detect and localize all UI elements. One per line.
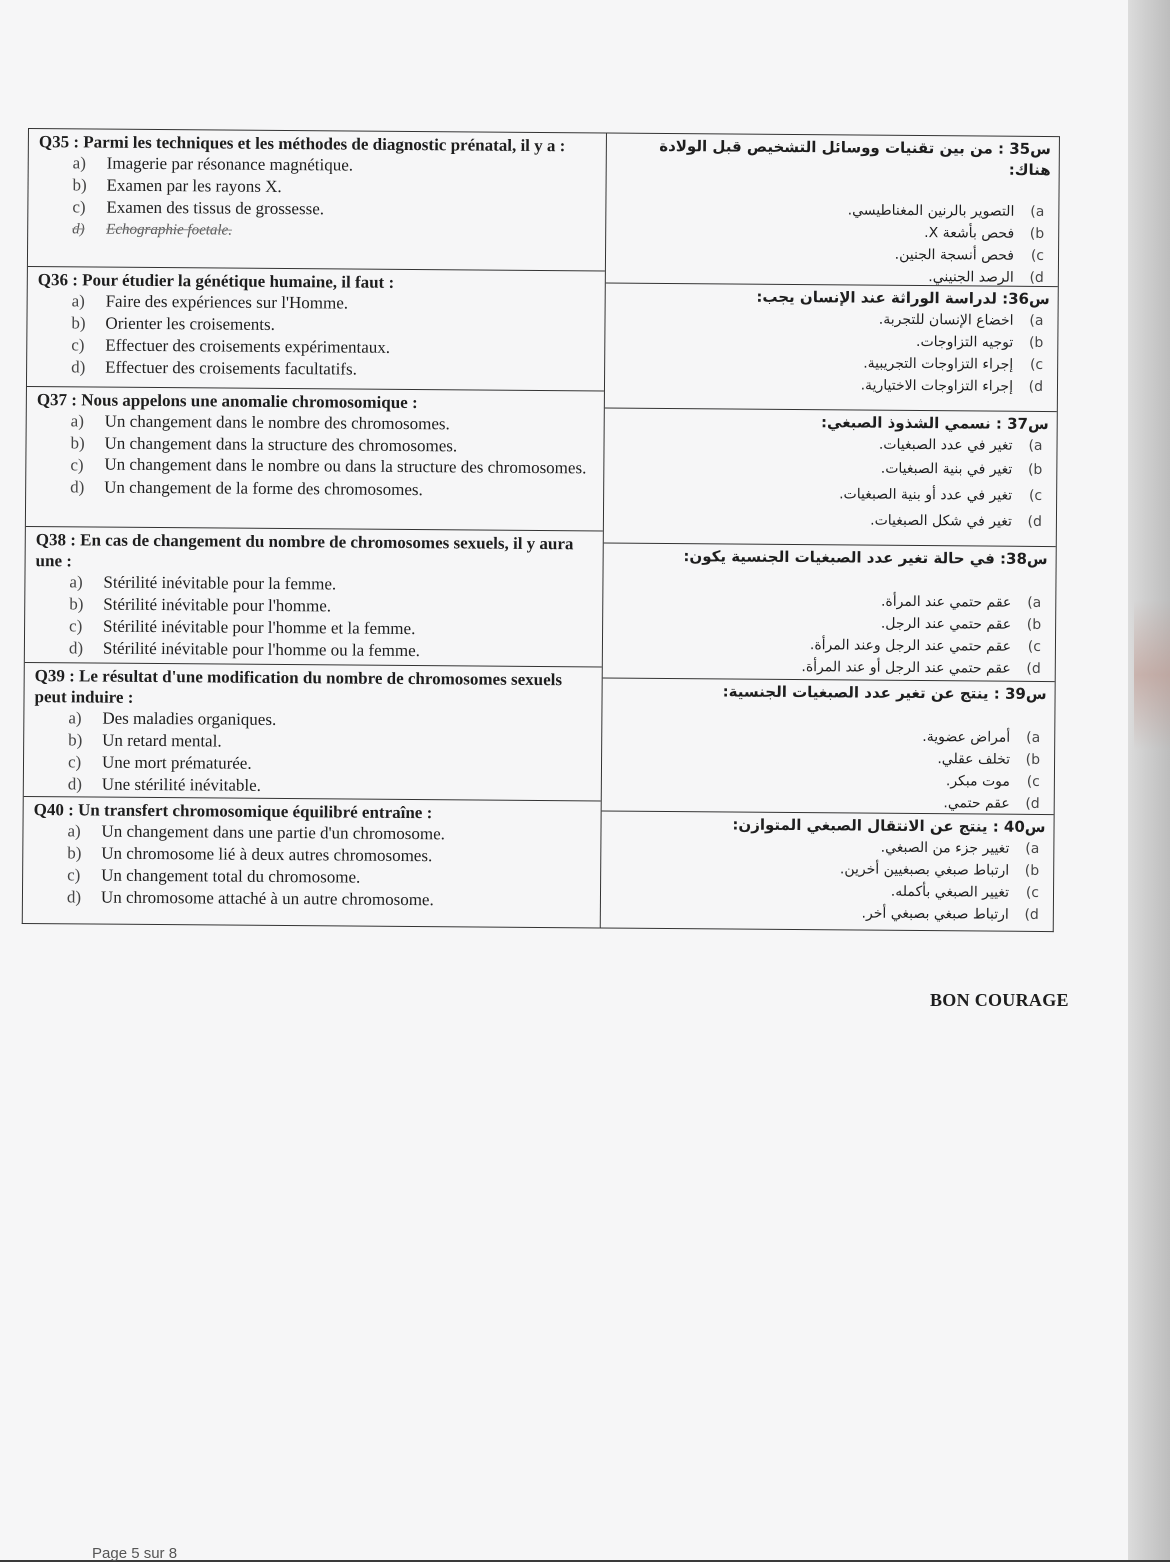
option-text: Un changement dans le nombre ou dans la structure des chromosomes. bbox=[104, 454, 587, 478]
option-letter: b) bbox=[71, 313, 86, 333]
option-text: Un changement dans la structure des chromosomes. bbox=[104, 433, 458, 456]
option-letter: c) bbox=[69, 616, 83, 636]
option-letter: d) bbox=[71, 357, 86, 377]
option-d bbox=[615, 373, 1049, 398]
option-text: الرصد الجنيني. bbox=[928, 269, 1014, 286]
option-letter: a) bbox=[70, 411, 84, 431]
option-d bbox=[614, 506, 1048, 535]
question-stem: س40 : ينتج عن الانتقال الصبغي المتوازن: bbox=[732, 815, 1046, 837]
option-letter: d) bbox=[66, 887, 82, 907]
question-stem: س35 : من بين تقنيات ووسائل التشخيص قبل الولادة هناك: bbox=[659, 136, 1051, 180]
option-text: Orienter les croisements. bbox=[105, 313, 276, 334]
question-q35-fr bbox=[28, 128, 606, 271]
french-column bbox=[22, 128, 606, 929]
option-letter: b) bbox=[1024, 862, 1040, 879]
option-text: Stérilité inévitable pour l'homme ou la femme. bbox=[102, 638, 420, 661]
option-text: عقم حتمي عند الرجل أو عند المرأة. bbox=[801, 659, 1011, 677]
question-stem: Q39 : Le résultat d'une modification du nombre de chromosomes sexuels peut induire : bbox=[34, 666, 563, 707]
option-letter: c) bbox=[70, 455, 84, 475]
option-letter: b) bbox=[68, 730, 83, 750]
option-letter: c) bbox=[67, 865, 81, 885]
question-stem: س38: في حالة تغير عدد الصبغيات الجنسية يكون: bbox=[683, 547, 1048, 569]
question-q40-ar bbox=[601, 811, 1054, 933]
option-d bbox=[37, 356, 596, 382]
option-letter: d) bbox=[67, 774, 83, 794]
question-q37-fr bbox=[26, 386, 604, 531]
option-letter: a) bbox=[67, 821, 81, 841]
option-text-handwritten: Echographie foetale. bbox=[106, 221, 233, 239]
question-stem: س37 : نسمي الشذوذ الصبغي: bbox=[821, 413, 1049, 434]
question-q36-ar bbox=[605, 283, 1058, 412]
option-letter: b) bbox=[72, 175, 87, 195]
option-text: اخضاع الإنسان للتجربة. bbox=[878, 311, 1014, 329]
option-text: Un changement dans une partie d'un chromosome. bbox=[101, 821, 445, 844]
option-letter: c) bbox=[1029, 356, 1044, 373]
option-text: Un retard mental. bbox=[102, 730, 222, 751]
option-letter: c) bbox=[67, 752, 82, 772]
option-text: Une mort prématurée. bbox=[101, 752, 252, 773]
question-q38-fr bbox=[25, 526, 603, 667]
option-text: Examen par les rayons X. bbox=[106, 175, 282, 196]
option-letter: a) bbox=[72, 153, 87, 173]
question-stem: س36: لدراسة الوراثة عند الإنسان يجب: bbox=[756, 287, 1050, 309]
question-stem: Q36 : Pour étudier la génétique humaine, il faut : bbox=[37, 270, 395, 292]
option-text: فحص أنسجة الجنين. bbox=[894, 246, 1015, 264]
option-text: Un chromosome attaché à un autre chromosome. bbox=[100, 887, 434, 910]
option-b bbox=[614, 454, 1048, 483]
question-stem: Q40 : Un transfert chromosomique équilibré entraîne : bbox=[33, 800, 433, 823]
option-text: Effectuer des croisements facultatifs. bbox=[105, 357, 357, 379]
option-text: إجراء التزاوجات التجريبية. bbox=[863, 355, 1014, 373]
option-letter: b) bbox=[1027, 461, 1043, 478]
question-stem: س39 : ينتج عن تغير عدد الصبغيات الجنسية: bbox=[722, 682, 1047, 704]
page-number: Page 5 sur 8 bbox=[92, 1545, 178, 1562]
option-letter: d) bbox=[1028, 378, 1044, 395]
option-letter: d) bbox=[1026, 660, 1041, 677]
option-text: Stérilité inévitable pour la femme. bbox=[103, 572, 337, 594]
option-letter: b) bbox=[67, 843, 82, 863]
option-letter: b) bbox=[70, 433, 85, 453]
option-text: Une stérilité inévitable. bbox=[101, 774, 262, 795]
option-text: تغير في عدد الصبغيات. bbox=[878, 436, 1013, 454]
option-text: أمراض عضوية. bbox=[922, 729, 1011, 746]
option-d bbox=[613, 655, 1047, 680]
option-letter: a) bbox=[1028, 437, 1043, 454]
option-text: موت مبكر. bbox=[945, 773, 1010, 790]
option-text: عقم حتمي عند المرأة. bbox=[880, 593, 1012, 611]
option-text: إجراء التزاوجات الاختيارية. bbox=[860, 377, 1014, 395]
option-text: تغير في بنية الصبغيات. bbox=[880, 460, 1013, 478]
option-letter: d) bbox=[1024, 906, 1039, 923]
option-letter: c) bbox=[1025, 884, 1040, 901]
option-letter: d) bbox=[70, 477, 85, 497]
option-letter: c) bbox=[1027, 638, 1042, 655]
option-letter: d) bbox=[1029, 269, 1044, 286]
question-q36-fr bbox=[27, 266, 605, 391]
background-tint bbox=[1134, 600, 1170, 750]
question-q39-fr bbox=[24, 662, 602, 801]
question-q38-ar bbox=[603, 543, 1056, 682]
option-letter: a) bbox=[69, 572, 83, 592]
option-text: Faire des expériences sur l'Homme. bbox=[105, 291, 349, 313]
option-text: التصوير بالرنين المغناطيسي. bbox=[847, 202, 1015, 220]
option-text: Stérilité inévitable pour l'homme et la femme. bbox=[103, 616, 416, 639]
question-stem: Q37 : Nous appelons une anomalie chromosomique : bbox=[36, 390, 418, 413]
option-letter: d) bbox=[72, 221, 85, 238]
option-letter: a) bbox=[1027, 594, 1042, 611]
option-letter: b) bbox=[1028, 334, 1044, 351]
option-letter: b) bbox=[1025, 751, 1041, 768]
option-letter: c) bbox=[71, 335, 85, 355]
option-d bbox=[34, 773, 593, 799]
option-letter: d) bbox=[68, 638, 84, 658]
option-text: تغيير جزء من الصبغي. bbox=[880, 839, 1010, 857]
option-text: Stérilité inévitable pour l'homme. bbox=[103, 594, 332, 616]
option-text: توجيه التزاوجات. bbox=[916, 333, 1014, 351]
option-d bbox=[35, 637, 594, 663]
question-q39-ar bbox=[602, 678, 1055, 815]
question-q35-ar bbox=[606, 133, 1059, 287]
option-letter: a) bbox=[68, 708, 82, 728]
option-letter: c) bbox=[1026, 773, 1040, 790]
closing-text: BON COURAGE bbox=[930, 990, 1069, 1010]
option-text: Examen des tissus de grossesse. bbox=[106, 197, 325, 219]
option-text: عقم حتمي عند الرجل. bbox=[880, 615, 1012, 633]
option-d bbox=[38, 218, 597, 244]
option-text: Un changement dans le nombre des chromosomes. bbox=[104, 411, 450, 434]
option-letter: b) bbox=[1029, 225, 1045, 242]
option-text: Des maladies organiques. bbox=[102, 708, 277, 729]
option-text: Effectuer des croisements expérimentaux. bbox=[105, 335, 391, 357]
option-text: ارتباط صبغي بصبغي أخر. bbox=[861, 905, 1009, 923]
option-d bbox=[33, 886, 592, 912]
option-text: تغير في عدد أو بنية الصبغيات. bbox=[839, 486, 1013, 504]
option-text: Un chromosome lié à deux autres chromosomes. bbox=[101, 843, 433, 866]
option-letter: b) bbox=[1026, 616, 1042, 633]
paper-edge bbox=[1128, 0, 1170, 1560]
question-q37-ar bbox=[604, 408, 1057, 547]
option-text: تغيير الصبغي بأكمله. bbox=[890, 883, 1010, 901]
option-letter: a) bbox=[1029, 312, 1044, 329]
option-letter: c) bbox=[1030, 247, 1045, 264]
option-text: تخلف عقلي. bbox=[937, 751, 1011, 768]
question-stem: Q38 : En cas de changement du nombre de chromosomes sexuels, il y aura une : bbox=[35, 530, 574, 571]
option-letter: c) bbox=[72, 197, 86, 217]
option-d bbox=[36, 476, 595, 502]
option-text: فحص بأشعة X. bbox=[924, 225, 1015, 242]
question-table bbox=[22, 128, 1060, 932]
option-letter: a) bbox=[71, 291, 85, 311]
option-text: Imagerie par résonance magnétique. bbox=[106, 153, 354, 175]
option-letter: d) bbox=[1027, 513, 1042, 530]
option-c bbox=[614, 480, 1048, 509]
option-letter: a) bbox=[1030, 203, 1045, 220]
option-letter: a) bbox=[1025, 840, 1040, 857]
option-letter: b) bbox=[69, 594, 84, 614]
question-q40-fr bbox=[23, 796, 601, 929]
option-letter: d) bbox=[1025, 795, 1040, 812]
option-letter: c) bbox=[1028, 487, 1043, 504]
option-text: تغير في شكل الصبغيات. bbox=[870, 512, 1013, 530]
option-text: Un changement total du chromosome. bbox=[101, 865, 361, 887]
option-text: Un changement de la forme des chromosomes. bbox=[104, 477, 423, 500]
option-letter: a) bbox=[1026, 729, 1041, 746]
arabic-column bbox=[600, 133, 1060, 933]
option-text: عقم حتمي. bbox=[943, 795, 1010, 812]
option-text: عقم حتمي عند الرجل وعند المرأة. bbox=[809, 637, 1012, 655]
option-text: ارتباط صبغي بصبغيين أخرين. bbox=[839, 861, 1010, 879]
option-d bbox=[611, 901, 1045, 926]
question-stem: Q35 : Parmi les techniques et les méthodes de diagnostic prénatal, il y a : bbox=[38, 132, 566, 156]
